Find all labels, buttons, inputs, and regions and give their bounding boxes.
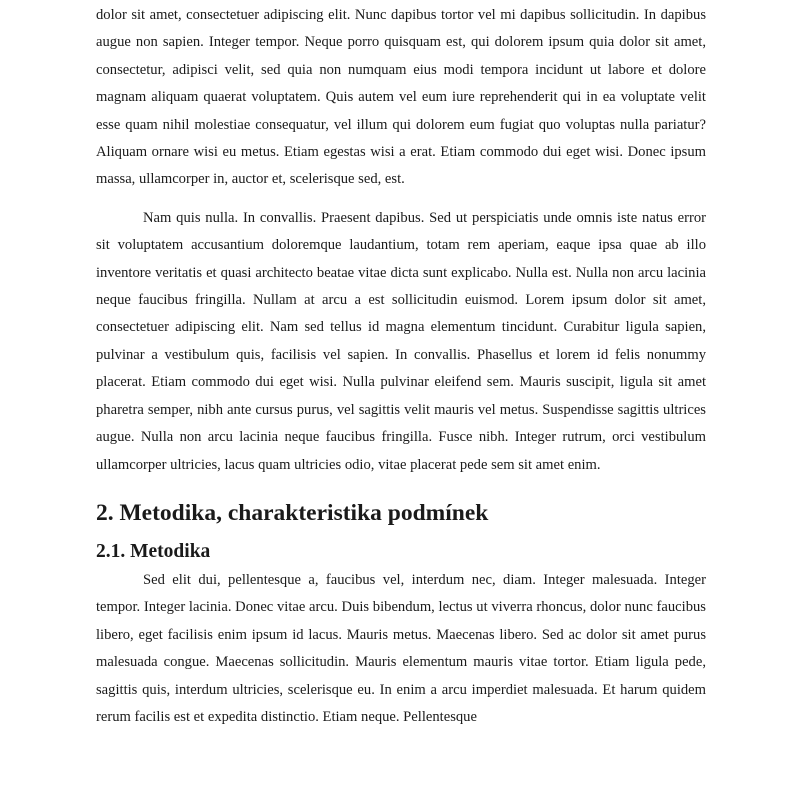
body-paragraph: Sed elit dui, pellentesque a, faucibus vel, interdum nec, diam. Integer malesuada. Integer tempor. Integer lacinia. Donec vitae arcu. Duis bibendum, lectus ut viverra rhoncus, dolor nunc faucibus libero, eget facilisis enim ipsum id lacus. Mauris metus. Maecenas libero. Sed ac dolor sit amet purus malesuada congue. Maecenas sollicitudin. Mauris elementum mauris vitae tortor. Etiam ligula pede, sagittis quis, interdum ultricies, scelerisque eu. In enim a arcu imperdiet malesuada. Et harum quidem rerum facilis est et expedita distinctio. Etiam neque. Pellentesque: [96, 571, 706, 725]
subsection-heading: 2.1. Metodika: [96, 540, 211, 562]
section-heading: 2. Metodika, charakteristika podmínek: [96, 499, 489, 526]
document-page: [96, 0, 706, 731]
body-paragraph: Nam quis nulla. In convallis. Praesent dapibus. Sed ut perspiciatis unde omnis iste natus error sit voluptatem accusantium doloremque laudantium, totam rem aperiam, eaque ipsa quae ab illo inventore veritatis et quasi architecto beatae vitae dicta sunt explicabo. Nulla est. Nulla non arcu lacinia neque faucibus fringilla. Nullam at arcu a est sollicitudin euismod. Lorem ipsum dolor sit amet, consectetuer adipiscing elit. Nam sed tellus id magna elementum tincidunt. Curabitur ligula sapien, pulvinar a vestibulum quis, facilisis vel sapien. In convallis. Phasellus et lorem id felis nonummy placerat. Etiam commodo dui eget wisi. Nulla pulvinar eleifend sem. Mauris suscipit, ligula sit amet pharetra semper, nibh ante cursus purus, vel sagittis velit mauris vel metus. Suspendisse sagittis ultrices augue. Nulla non arcu lacinia neque faucibus fringilla. Fusce nibh. Integer rutrum, orci vestibulum ullamcorper ultricies, lacus quam ultricies odio, vitae placerat pede sem sit amet enim.: [96, 209, 706, 473]
body-paragraph-continued: dolor sit amet, consectetuer adipiscing elit. Nunc dapibus tortor vel mi dapibus sollicitudin. In dapibus augue non sapien. Integer tempor. Neque porro quisquam est, qui dolorem ipsum quia dolor sit amet, consectetur, adipisci velit, sed quia non numquam eius modi tempora incidunt ut labore et dolore magnam aliquam quaerat voluptatem. Quis autem vel eum iure reprehenderit qui in ea voluptate velit esse quam nihil molestiae consequatur, vel illum qui dolorem eum fugiat quo voluptas nulla pariatur? Aliquam ornare wisi eu metus. Etiam egestas wisi a erat. Etiam commodo dui eget wisi. Donec ipsum massa, ullamcorper in, auctor et, scelerisque sed, est.: [96, 7, 706, 188]
